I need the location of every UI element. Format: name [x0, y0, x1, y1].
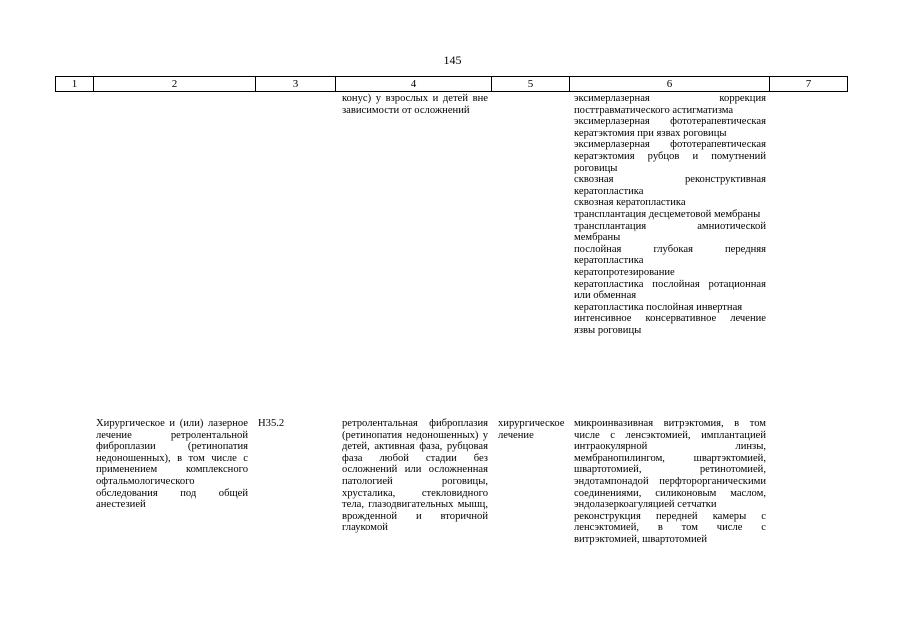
header-col-2: 2: [93, 77, 255, 91]
list-item: эксимерлазерная коррекция посттравматического астигматизма: [574, 93, 766, 116]
list-item: сквозная реконструктивная кератопластика: [574, 174, 766, 197]
row2-icd-code: H35.2: [258, 418, 285, 429]
list-item: микроинвазивная витрэктомия, в том числе с ленсэктомией, имплантацией интраокулярной линзы, мембранопилингом, швартэктомией, швартотомией, ретинотомией, эндотампонадой перфторорганическими соединениями, силиконовым маслом, эндолазеркоагуляцией сетчатки: [574, 418, 766, 511]
row2-disease-model: ретролентальная фиброплазия (ретинопатия недоношенных) у детей, активная фаза, рубцовая фаза любой стадии без осложнений или осложненная патологией роговицы, хрусталика, стекловидного тела, глазодвигательных мышц, врожденной и вторичной глаукомой: [342, 418, 488, 534]
list-item: реконструкция передней камеры с ленсэктомией, в том числе с витрэктомией, швартотомией: [574, 510, 766, 545]
header-col-7: 7: [769, 77, 848, 91]
row2-care-type: Хирургическое и (или) лазерное лечение ретролентальной фиброплазии (ретинопатия недоношенных), в том числе с применением комплексного офтальмологического обследования под общей анестезией: [96, 418, 248, 511]
list-item: сквозная кератопластика: [574, 197, 686, 209]
list-item: эксимерлазерная фототерапевтическая кератэктомия рубцов и помутнений роговицы: [574, 139, 766, 174]
header-col-6: 6: [569, 77, 769, 91]
table-header-row: [55, 76, 848, 92]
list-item: трансплантация десцеметовой мембраны: [574, 208, 761, 220]
page-number: 145: [443, 53, 462, 67]
row2-treatment-methods: [574, 418, 766, 546]
row1-disease-model: конус) у взрослых и детей вне зависимости от осложнений: [342, 93, 488, 116]
row2-treatment-type: хирургическое лечение: [498, 418, 565, 441]
header-col-3: 3: [255, 77, 335, 91]
header-col-4: 4: [335, 77, 491, 91]
list-item: трансплантация амниотической мембраны: [574, 220, 766, 244]
list-item: послойная глубокая передняя кератопластика: [574, 243, 766, 267]
list-item: кератопластика послойная инвертная: [574, 301, 743, 313]
list-item: кератопротезирование: [574, 266, 675, 278]
list-item: интенсивное консервативное лечение язвы роговицы: [574, 313, 766, 336]
list-item: эксимерлазерная фототерапевтическая кератэктомия при язвах роговицы: [574, 116, 766, 139]
row1-treatment-methods: [574, 93, 766, 336]
header-col-5: 5: [491, 77, 569, 91]
list-item: кератопластика послойная ротационная или обменная: [574, 278, 766, 302]
header-col-1: 1: [55, 77, 93, 91]
